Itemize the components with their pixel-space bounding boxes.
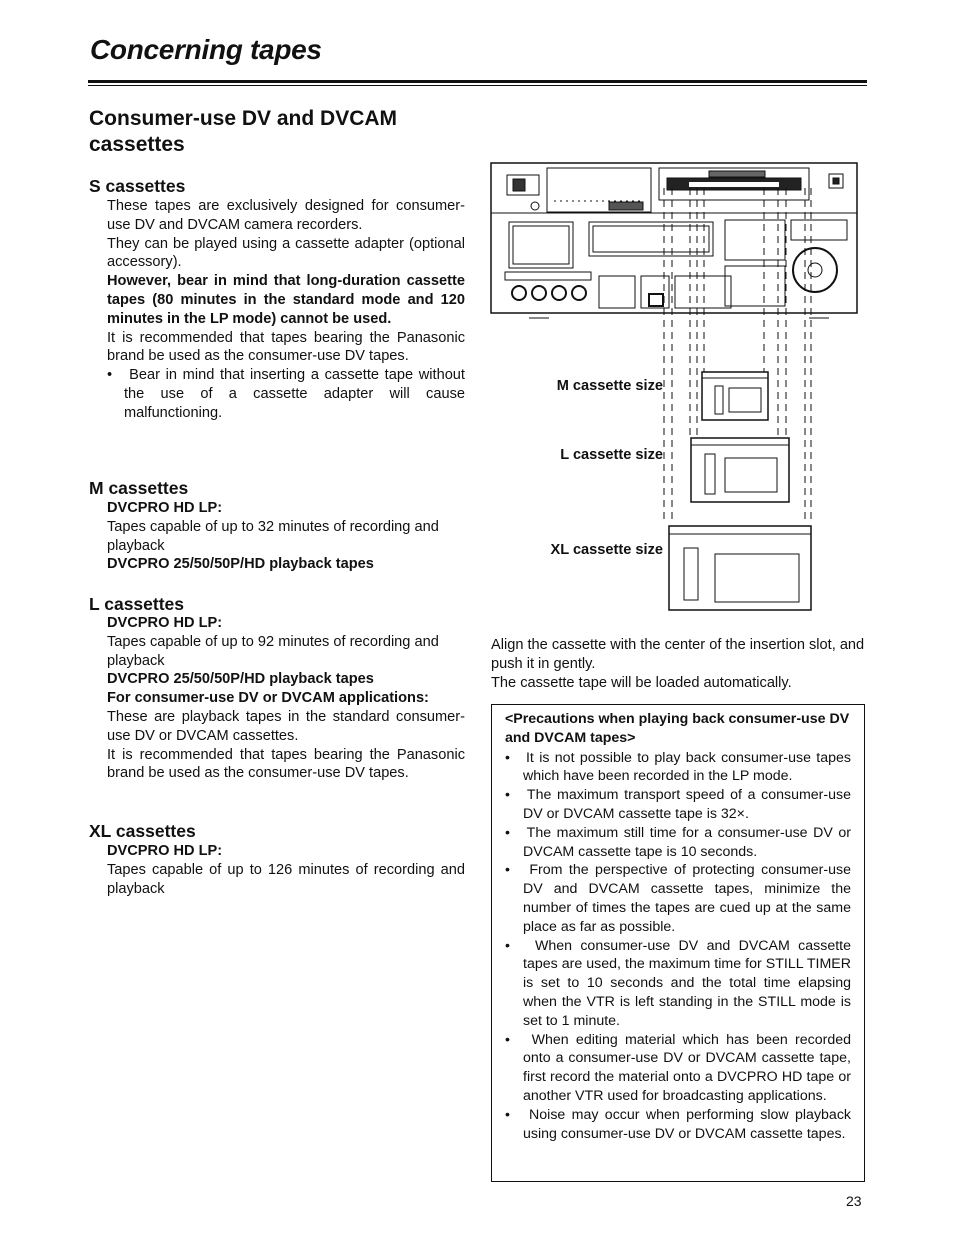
m-cassettes-label2: DVCPRO 25/50/50P/HD playback tapes <box>107 556 374 573</box>
xl-cassette-size-label: XL cassette size <box>550 542 663 558</box>
xl-cassette-illustration <box>669 526 811 610</box>
vtr-front-panel-illustration <box>491 163 857 318</box>
precaution-item: • The maximum still time for a consumer-use DV or DVCAM cassette tape is 10 seconds. <box>505 824 852 860</box>
l-cassettes-body <box>107 614 465 783</box>
l-cassettes-text2: These are playback tapes in the standard consumer-use DV or DVCAM cassettes. <box>107 708 465 744</box>
precautions-title: <Precautions when playing back consumer-use DV and DVCAM tapes> <box>505 711 850 746</box>
l-cassettes-heading: L cassettes <box>89 594 185 614</box>
precaution-item: • It is not possible to play back consumer-use tapes which have been recorded in the LP mode. <box>505 749 851 785</box>
l-cassettes-text1: Tapes capable of up to 92 minutes of recording and playback <box>107 633 439 669</box>
title-rule-thin <box>88 85 867 86</box>
page-title: Concerning tapes <box>90 34 322 65</box>
l-cassettes-label2: DVCPRO 25/50/50P/HD playback tapes <box>107 671 374 688</box>
xl-cassettes-text1: Tapes capable of up to 126 minutes of recording and playback <box>107 861 465 897</box>
precaution-item-text: Noise may occur when performing slow playback using consumer-use DV or DVCAM cassette tapes. <box>523 1106 852 1142</box>
precaution-item: • When editing material which has been recorded onto a consumer-use DV or DVCAM cassette tape, first record the material onto a DVCPRO HD tape or another VTR used for broadcasting applications. <box>505 1031 852 1104</box>
precaution-item-text: When consumer-use DV and DVCAM cassette tapes are used, the maximum time for STILL TIMER is set to 10 seconds and the total time elapsing when the VTR is left standing in the STILL mode is set to 1 minute. <box>523 937 851 1029</box>
xl-cassettes-body <box>107 842 465 898</box>
l-cassettes-text3: It is recommended that tapes bearing the Panasonic brand be used as the consumer-use DV tapes. <box>107 746 465 782</box>
precaution-item-text: The maximum still time for a consumer-use DV or DVCAM cassette tape is 10 seconds. <box>523 824 852 860</box>
precaution-item-text: When editing material which has been recorded onto a consumer-use DV or DVCAM cassette tape, first record the material onto a DVCPRO HD tape or another VTR used for broadcasting applications. <box>523 1031 852 1104</box>
s-cassettes-p2: They can be played using a cassette adapter (optional accessory). <box>107 235 465 271</box>
s-cassettes-p4: It is recommended that tapes bearing the Panasonic brand be used as the consumer-use DV tapes. <box>107 329 465 365</box>
xl-cassettes-label1: DVCPRO HD LP: <box>107 843 223 859</box>
s-cassettes-heading: S cassettes <box>89 176 186 196</box>
title-rule <box>88 80 867 83</box>
m-cassette-illustration <box>702 372 768 420</box>
m-cassettes-text1: Tapes capable of up to 32 minutes of recording and playback <box>107 518 439 554</box>
instructions-line1: Align the cassette with the center of the insertion slot, and push it in gently. <box>491 637 865 672</box>
m-cassettes-heading: M cassettes <box>89 478 189 498</box>
precaution-item: • Noise may occur when performing slow playback using consumer-use DV or DVCAM cassette tapes. <box>505 1106 852 1142</box>
s-cassettes-bullet-text: Bear in mind that inserting a cassette tape without the use of a cassette adapter will cause malfunctioning. <box>124 367 465 421</box>
s-cassettes-bullet: • Bear in mind that inserting a cassette tape without the use of a cassette adapter will cause malfunctioning. <box>107 367 465 421</box>
precaution-item: • The maximum transport speed of a consumer-use DV or DVCAM cassette tape is 32×. <box>505 787 851 822</box>
m-cassettes-body <box>107 499 465 574</box>
l-cassettes-label1: DVCPRO HD LP: <box>107 615 223 631</box>
insertion-instructions <box>491 636 871 692</box>
section-heading: Consumer-use DV and DVCAM cassettes <box>89 107 398 156</box>
xl-cassettes-heading: XL cassettes <box>89 821 196 841</box>
m-cassettes-label1: DVCPRO HD LP: <box>107 500 223 516</box>
precaution-item-text: The maximum transport speed of a consumer-use DV or DVCAM cassette tape is 32×. <box>523 787 851 822</box>
precaution-item-text: It is not possible to play back consumer-use tapes which have been recorded in the LP mode. <box>523 749 851 785</box>
page-number: 23 <box>846 1193 862 1209</box>
precaution-item-text: From the perspective of protecting consumer-use DV and DVCAM cassette tapes, minimize the number of times the tapes are cued up at the same place as far as possible. <box>523 862 851 935</box>
precaution-item: • From the perspective of protecting consumer-use DV and DVCAM cassette tapes, minimize the number of times the tapes are cued up at the same place as far as possible. <box>505 862 851 935</box>
precautions-list <box>505 749 851 1144</box>
s-cassettes-body <box>107 197 465 423</box>
instructions-line2: The cassette tape will be loaded automatically. <box>491 674 792 691</box>
l-cassettes-label3: For consumer-use DV or DVCAM applications: <box>107 690 429 707</box>
m-cassette-size-label: M cassette size <box>556 378 663 394</box>
s-cassettes-p1: These tapes are exclusively designed for consumer-use DV and DVCAM camera recorders. <box>107 198 465 233</box>
l-cassette-size-label: L cassette size <box>560 447 663 463</box>
precautions-box <box>491 704 865 1182</box>
s-cassettes-warning: However, bear in mind that long-duration cassette tapes (80 minutes in the standard mode and 120 minutes in the LP mode) cannot be used. <box>107 273 465 327</box>
l-cassette-illustration <box>691 438 789 502</box>
precaution-item: • When consumer-use DV and DVCAM cassette tapes are used, the maximum time for STILL TIMER is set to 10 seconds and the total time elapsing when the VTR is left standing in the STILL mode is set to 1 minute. <box>505 937 851 1029</box>
